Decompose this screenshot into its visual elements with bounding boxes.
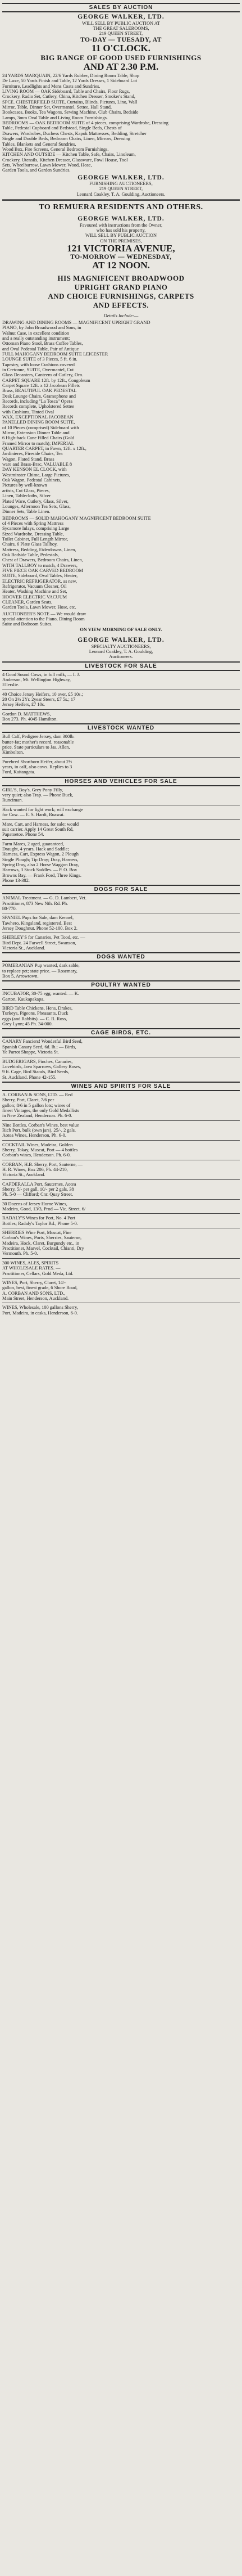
bedroom-line: Chest of Drawers, Bedroom Chairs, Linen, bbox=[2, 557, 83, 563]
remuera-note bbox=[2, 611, 240, 632]
ad-line: 20 On 2½ 2Yr. 2year Steers, £7 5s.; 17 bbox=[2, 697, 76, 702]
classified-ad bbox=[2, 1039, 240, 1055]
details-line: PANELLED DINING ROOM SUITE, bbox=[2, 420, 75, 425]
details-line: LOUNGE SUITE of 3 Pieces, 5 ft. 6 in. bbox=[2, 357, 77, 362]
ad-divider bbox=[2, 1179, 240, 1180]
auction-body-line: Lamps, 3mm Oval Table and Living Room Furnishings. bbox=[2, 115, 108, 120]
ad-line: Ye Parrot Shoppe, Victoria St. bbox=[2, 1050, 59, 1055]
ad-divider bbox=[2, 1003, 240, 1004]
details-line: Pictures by well-known bbox=[2, 483, 47, 488]
auction-body-line: Crockery, Utensils, Kitchen Dresser, Glassware, Fowl House, Tool bbox=[2, 157, 128, 163]
ad-line: Purebred Shorthorn Heifer, about 2½ bbox=[2, 759, 72, 764]
details-line: and Oval Pedestal Table, Pair of Antique bbox=[2, 346, 79, 352]
ad-line: CAPDERALLA Port, Sauternes, Aotea bbox=[2, 1181, 76, 1187]
details-line: in Cretonne, SUITE, Overmantel, Cut bbox=[2, 367, 74, 372]
auction-footer-line: 219 QUEEN STREET, bbox=[99, 186, 143, 192]
classified-ad bbox=[2, 759, 240, 775]
ad-line: BUDGERIGARS, Finches, Canaries, bbox=[2, 1059, 73, 1064]
details-line: 6 High-back Cane Filled Chairs (Gold bbox=[2, 435, 75, 441]
ad-line: suit carrier. Apply 14 Great South Rd, bbox=[2, 826, 74, 832]
ad-line: Box 273. Ph. 4045 Hamilton. bbox=[2, 717, 58, 722]
auction-body-line: 24 YARDS MARQUAIN, 22/6 Yards Rubber, Dining Room Table, Shop bbox=[2, 73, 140, 79]
section-header: POULTRY WANTED bbox=[2, 980, 240, 990]
ad-line: for Cow. — E. S. Hardt, Ruawai. bbox=[2, 812, 65, 818]
remuera-intro-line: who has sold his property, bbox=[96, 227, 146, 233]
note-line: special attention to the Piano, Dining Room bbox=[2, 616, 85, 622]
ad-line: Spring Dray, also 2 Horse Waggon Dray, bbox=[2, 862, 79, 867]
ad-line: Anderson, Mt. Wellington Highway, bbox=[2, 677, 71, 682]
classified-ad bbox=[2, 692, 240, 708]
ad-line: Sherry, Tokay, Muscat, Port — 4 bottles bbox=[2, 1147, 78, 1152]
ad-line: COCKTAIL Wines, Madeira, Golden bbox=[2, 1142, 73, 1147]
details-line: Linen, Tablecloths, Silver bbox=[2, 493, 51, 499]
remuera-when: TO-MORROW — WEDNESDAY, bbox=[70, 253, 172, 260]
classified-sections bbox=[2, 661, 240, 1316]
auction-body-line: Single and Double Beds, Bedroom Chairs, Linen, Mirrors, Dressing bbox=[2, 136, 130, 142]
details-line: Carpet Square 12ft. x 12 Jacobean Fillets bbox=[2, 382, 80, 388]
details-line: Framed Mirror to match); IMPERIAL bbox=[2, 440, 74, 446]
bedroom-line: Refrigerator, Vacuum Cleaner, Oil bbox=[2, 584, 67, 589]
ad-line: Harness, Cart, Express Wagon, 2 Plough bbox=[2, 852, 79, 857]
ad-line: to replace pet; state price. — Rosemary, bbox=[2, 968, 77, 974]
details-line: ware and Brass-Brac, VALUABLE 8 bbox=[2, 462, 72, 467]
ad-line: Mare, Cart, and Harness, for sale; would bbox=[2, 821, 79, 827]
details-line: QUARTER CARPET, in Fawn, 12ft. x 12ft., bbox=[2, 446, 86, 452]
ad-line: Practitioner, Cellars, Gold Meda, Ltd. bbox=[2, 1271, 74, 1276]
ad-line: Grey Lynn; 45 Ph. 34-000. bbox=[2, 1021, 53, 1027]
auction-body-line: Garden Tools, and Garden Sundries. bbox=[2, 168, 71, 173]
classified-ad bbox=[2, 822, 240, 837]
ad-line: Madeira, Good, 13/3, Prod — Vic. Street, 6/ bbox=[2, 1206, 86, 1212]
details-line: Lounges, Afternoon Tea Sets, Glass, bbox=[2, 503, 71, 509]
ad-line: Harrows, 3 Stock Saddles. — P. O. Box bbox=[2, 867, 77, 873]
classified-ad bbox=[2, 672, 240, 688]
classified-ad bbox=[2, 1123, 240, 1138]
bedroom-line: Oak Bedside Table, Pedestals, bbox=[2, 552, 59, 557]
auction-intro-line: 219 QUEEN STREET, bbox=[99, 31, 143, 37]
ad-line: GIRL'S, Boy's, Grey Pony Filly, bbox=[2, 787, 63, 792]
remuera-intro-line: Favoured with instructions from the Owner, bbox=[79, 222, 163, 228]
ad-line: 4 Good Sound Cows, in full milk, — I. J. bbox=[2, 672, 80, 677]
ad-divider bbox=[2, 757, 240, 758]
classified-ad bbox=[2, 734, 240, 755]
section-header: CAGE BIRDS, ETC. bbox=[2, 1028, 240, 1038]
ad-line: price. State particulars to Jas. Allen, bbox=[2, 745, 70, 750]
remuera-title: TO REMUERA RESIDENTS AND OTHERS. bbox=[39, 203, 203, 212]
section-header-auction: SALES BY AUCTION bbox=[2, 3, 240, 12]
bedroom-line: Sycamore Inlays, comprising Large bbox=[2, 526, 70, 532]
remuera-intro-line: WILL SELL BY PUBLIC AUCTION bbox=[85, 233, 157, 238]
section-header: WINES AND SPIRITS FOR SALE bbox=[2, 1082, 240, 1091]
ad-line: Rich Port, bulk (own jars), 25/-, 2 gals. bbox=[2, 1127, 76, 1133]
ad-line: 300 WINES, ALES, SPIRITS bbox=[2, 1260, 59, 1266]
ad-line: Corban's Wines, Ports, Sherries, Sauterne, bbox=[2, 1235, 82, 1241]
ad-line: Single Plough; Tip Dray; Dray, Harness, bbox=[2, 857, 79, 862]
ad-line: ANIMAL Treatment. — G. D. Lambert, Vet. bbox=[2, 895, 87, 901]
ad-line: Spanish Canary Seed, 6d. lb.; — Birds, bbox=[2, 1044, 76, 1050]
ad-line: finest Vintages, the only Gold Medallists bbox=[2, 1107, 80, 1113]
classified-ad bbox=[2, 1260, 240, 1276]
ad-line: Draught, 4 years, Hack and Saddle; bbox=[2, 846, 69, 852]
details-line: Walnut Case, in excellent condition bbox=[2, 330, 70, 336]
ad-line: Ellerslie. bbox=[2, 682, 19, 688]
remuera-footer-line: SPECIALTY AUCTIONEERS, bbox=[91, 643, 151, 649]
ad-line: Sherry, 5/- per gall. 10/- per 2 gals, 38 bbox=[2, 1187, 74, 1192]
ad-line: 9 ft. Cage, Bird Stands, Bird Seeds, bbox=[2, 1069, 70, 1075]
auction-body-line: KITCHEN AND OUTSIDE — Kitchen Table, Safe, Chairs, Linoleum, bbox=[2, 152, 136, 157]
auction-footer-company: GEORGE WALKER, LTD. bbox=[77, 174, 165, 181]
auction-body-line: Bookcases, Books, Tea Wagons, Sewing Machine, Club Chairs, Bedside bbox=[2, 110, 139, 115]
ad-line: Ford, Kaitangata. bbox=[2, 769, 35, 775]
ad-line: gallon; 8/6 in 5 gallon lots; wines of bbox=[2, 1102, 71, 1108]
ad-line: Jersey Doughnut. Phone 52-100. Box 2. bbox=[2, 926, 77, 931]
ad-line: SPANIEL Pups for Sale, dam Kennel, bbox=[2, 915, 74, 921]
ad-line: CORBAN, H.B. Sherry, Port, Sauterne, — bbox=[2, 1161, 83, 1167]
bedroom-line: Mattress, Bedding, Eiderdowns, Linen, bbox=[2, 547, 76, 552]
ad-line: 30 Dozens of Jersey Horne Wines, bbox=[2, 1201, 67, 1206]
ad-line: Madeira, Hock, Claret, Burgundy etc., in bbox=[2, 1240, 80, 1246]
remuera-headline: UPRIGHT GRAND PIANO bbox=[74, 283, 168, 292]
bedroom-line: Toilet Cabinet, Full Length Mirror, bbox=[2, 536, 69, 542]
details-line: Oak Wagon, Pedestal Cabinets, bbox=[2, 478, 62, 483]
bedroom-line: BEDROOMS — SOLID MAHOGANY MAGNIFICENT BEDROOM SUITE bbox=[2, 515, 151, 521]
classified-ad bbox=[2, 991, 240, 1002]
section-header: DOGS FOR SALE bbox=[2, 885, 240, 894]
bedroom-line: CLEANER, Garden Seats, bbox=[2, 600, 53, 605]
details-line: Desk Lounge Chairs, Gramophone and bbox=[2, 393, 76, 399]
auction-body-line: Mirror, Table, Dinner Set, Overmantel, Settee, Hall Stand, bbox=[2, 105, 112, 110]
ad-line: Bull Calf, Pedigree Jersey, dam 300lb. bbox=[2, 734, 75, 740]
section-header: DOGS WANTED bbox=[2, 952, 240, 962]
auction-footer-line: Leonard Coakley, T. A. Goulding, Auctioneers. bbox=[76, 191, 166, 197]
ad-line: H. R. Wines, Box 206, Ph. 44-210, bbox=[2, 1167, 68, 1172]
ad-line: Victoria St., Auckland. bbox=[2, 1172, 45, 1178]
ad-divider bbox=[2, 1213, 240, 1214]
ad-divider bbox=[2, 1120, 240, 1121]
details-line: DRAWING AND DINING ROOMS — MAGNIFICENT UPRIGHT GRAND bbox=[2, 319, 150, 325]
details-line: artists, Cut Glass, Pieces, bbox=[2, 488, 50, 493]
remuera-headline: AND EFFECTS. bbox=[93, 301, 149, 310]
ad-line: Farm Mares, 2 aged, guaranteed, bbox=[2, 841, 64, 846]
remuera-headline: HIS MAGNIFICENT BROADWOOD bbox=[57, 274, 185, 283]
details-line: Plated Ware, Cutlery, Glass, Silver, bbox=[2, 498, 69, 504]
classified-ad bbox=[2, 1215, 240, 1226]
ad-line: Kimbolton. bbox=[2, 750, 24, 755]
ad-line: INCUBATOR, 30-75 egg, wanted. — K. bbox=[2, 991, 79, 997]
ad-divider bbox=[2, 1258, 240, 1259]
details-line: Jardinieres, Fireside Chairs, Tea bbox=[2, 451, 63, 457]
ad-line: Runciman. bbox=[2, 798, 23, 803]
details-line: WAX, EXCEPTIONAL JACOBEAN bbox=[2, 415, 74, 420]
ad-line: Sherry, Port, Claret, 7/6 per bbox=[2, 1097, 54, 1103]
ad-line: Tawhero, Kingsland, registered. Best bbox=[2, 920, 72, 926]
ad-line: WINES, Port, Sherry, Claret, 14/- bbox=[2, 1280, 66, 1285]
ad-line: Gordon D. MATTHEWS, bbox=[2, 711, 51, 717]
ad-line: Port, Madeira, in casks, Henderson, 6-0. bbox=[2, 1310, 78, 1316]
ad-line: 80-770. bbox=[2, 906, 17, 911]
details-line: FULL MAHOGANY BEDROOM SUITE LEICESTER bbox=[2, 351, 108, 357]
classified-ad bbox=[2, 807, 240, 818]
details-line: of 10 Pieces (comprised) Sideboard with bbox=[2, 425, 79, 430]
details-line: Glass Decanters, Canteens of Cutlery, Orn. bbox=[2, 372, 84, 378]
ad-divider bbox=[2, 1140, 240, 1141]
note-line: ON VIEW MORNING OF SALE ONLY. bbox=[80, 627, 162, 632]
ad-line: BIRD Table Chickens, Hens, Drakes, bbox=[2, 1006, 73, 1011]
classified-ad bbox=[2, 1201, 240, 1212]
ad-line: Browns Bay. — Frank Ford, Three Kings. bbox=[2, 872, 81, 878]
ad-line: in New Zealand, Henderson. Ph. 6-0. bbox=[2, 1113, 72, 1119]
note-line: AUCTIONEER'S NOTE — We would draw bbox=[2, 611, 86, 616]
ad-line: AT WHOLESALE RATES. — bbox=[2, 1266, 61, 1271]
details-line: Tapestry, with loose Cushions covered bbox=[2, 362, 75, 367]
details-line: PIANO, by John Broadwood and Sons, in bbox=[2, 325, 81, 331]
auction-body-line: Crockery, Radio Set, Cutlery, China, Kitchen Dresser, Smoker's Stand, bbox=[2, 94, 135, 100]
auction-range: BIG RANGE OF GOOD USED FURNISHINGS bbox=[40, 53, 202, 62]
details-line: Records complete, Upholstered Settee bbox=[2, 404, 74, 409]
details-line: Dinner Sets, Table Linen. bbox=[2, 509, 51, 515]
ad-divider bbox=[2, 819, 240, 820]
auction-footer-line: FURNISHING AUCTIONEERS, bbox=[89, 181, 153, 187]
details-line: Ottoman Piano Stool, Brass Coffee Tables, bbox=[2, 341, 83, 346]
bedroom-line: Sized Wardrobe, Dressing Table, bbox=[2, 531, 64, 537]
remuera-intro-line: ON THE PREMISES, bbox=[100, 238, 142, 244]
ad-line: very quiet; also Trap. — Phone Buck, bbox=[2, 792, 74, 798]
auction-body-line: Furniture, Leadlights and Mens Coats and Sundries. bbox=[2, 83, 101, 89]
bedroom-line: SUITE, Sideboard, Oval Tables, Heater, bbox=[2, 573, 78, 579]
ad-line: Phone 13-382. bbox=[2, 877, 30, 883]
bedroom-line: Heater, Washing Machine and Set, bbox=[2, 589, 67, 595]
ad-line: Practitioner, Marvel, Cocktail, Chianti, Dry bbox=[2, 1246, 84, 1251]
ad-line: Bottles; Radaly's Taylor Rd., Phone 5-0. bbox=[2, 1221, 78, 1226]
ad-line: gallon, best, finest grade, 6 Shore Road, bbox=[2, 1285, 77, 1291]
classified-ad bbox=[2, 935, 240, 951]
auction-body-line: Sets, Wheelbarrow, Lawn Mower, Wood, Hose, bbox=[2, 162, 92, 168]
ad-line: Aotea Wines, Henderson, Ph. 6-0. bbox=[2, 1133, 66, 1138]
ad-line: POMERANIAN Pup wanted, dark sable, bbox=[2, 963, 80, 969]
ad-divider bbox=[2, 1199, 240, 1200]
auction-and-at: AND AT 2.30 P.M. bbox=[83, 61, 159, 73]
ad-line: Jersey Heifers, £7 10s. bbox=[2, 702, 45, 708]
auction-body-line: Tables, Blankets and General Sundries, bbox=[2, 141, 76, 147]
bedroom-line: FIVE PIECE OAK CARVED BEDROOM bbox=[2, 568, 84, 573]
classified-ad bbox=[2, 1162, 240, 1178]
classified-ad bbox=[2, 1092, 240, 1119]
ad-line: CANARY Fanciers! Wonderful Bird Seed, bbox=[2, 1039, 83, 1044]
classified-ad bbox=[2, 1142, 240, 1158]
ad-line: butter-fat; mother's record, reasonable bbox=[2, 739, 74, 745]
ad-line: Corban's wines, Henderson. Ph. 6-0. bbox=[2, 1152, 71, 1158]
remuera-details bbox=[2, 320, 240, 515]
bedroom-line: HOOVER ELECTRIC VACUUM bbox=[2, 594, 67, 600]
details-line: CARPET SQUARE 12ft. by 12ft., Congoleum bbox=[2, 377, 90, 383]
ad-line: Garton, Kaukapakapa. bbox=[2, 996, 45, 1002]
auction-body bbox=[2, 73, 240, 173]
ad-line: Vermouth. Ph. 5-0. bbox=[2, 1251, 38, 1257]
ad-divider bbox=[2, 839, 240, 840]
note-line: Suite and Bedroom Suites. bbox=[2, 622, 53, 627]
ad-line: WINES, Wholesale, 100 gallons Sherry, bbox=[2, 1305, 78, 1310]
auction-intro-line: WILL SELL BY PUBLIC AUCTION AT bbox=[82, 20, 160, 26]
auction-when: TO-DAY — TUESADY, AT bbox=[80, 36, 162, 43]
classified-ad bbox=[2, 787, 240, 803]
classified-ad bbox=[2, 895, 240, 911]
ad-line: Box 5, Arrowtown. bbox=[2, 974, 39, 979]
details-line: and a really outstanding instrument; bbox=[2, 335, 70, 341]
section-header: LIVESTOCK FOR SALE bbox=[2, 661, 240, 671]
classified-ad bbox=[2, 711, 240, 722]
details-line: Mirror, Extension Dinner Table and bbox=[2, 430, 70, 436]
classified-ad bbox=[2, 841, 240, 884]
classified-ad bbox=[2, 1006, 240, 1026]
ad-line: Hack wanted for light work; will exchange bbox=[2, 807, 83, 812]
classified-ad bbox=[2, 1230, 240, 1257]
classified-ad bbox=[2, 963, 240, 979]
ad-line: Lovebirds, Java Sparrows, Gallery Roses, bbox=[2, 1064, 81, 1069]
bedroom-line: of 4 Pieces with Spring Mattress bbox=[2, 520, 64, 526]
details-line: Records, including "La Tosca" Opera bbox=[2, 398, 72, 404]
details-line: Wagon, Plated Stand, Brass bbox=[2, 456, 54, 462]
auction-body-line: Drawers, Wardrobes, Duchess Chests, Kapok Mattresses, Bedding, Stretcher bbox=[2, 130, 147, 136]
ad-line: RADALY'S Wines for Port, No. 4 Port bbox=[2, 1215, 75, 1221]
remuera-company: GEORGE WALKER, LTD. bbox=[77, 215, 165, 223]
ad-line: A. CORBAN AND SONS, LTD., bbox=[2, 1290, 66, 1296]
ad-line: years, in calf, also cows. Replies to 3 bbox=[2, 764, 72, 770]
bedroom-line: Garden Tools, Lawn Mower, Hose, etc. bbox=[2, 605, 76, 610]
ad-divider bbox=[2, 709, 240, 710]
ad-line: Turkeys, Pigeons, Pheasants, Duck bbox=[2, 1011, 69, 1016]
details-line: with Cushions, Tinted Oval bbox=[2, 409, 54, 415]
section-header: LIVESTOCK WANTED bbox=[2, 723, 240, 733]
remuera-time: AT 12 NOON. bbox=[92, 260, 150, 271]
ad-line: eggs (and Rabbits). — C. R. Ross, bbox=[2, 1016, 67, 1021]
remuera-details-label: Details Include:— bbox=[103, 313, 139, 319]
details-line: DAY KENSON EL CLOCK, with bbox=[2, 467, 67, 472]
auction-time: 11 O'CLOCK. bbox=[92, 43, 150, 54]
ad-line: St. Auckland. Phone 42-155. bbox=[2, 1074, 57, 1080]
ad-line: Papatoetoe. Phone 54. bbox=[2, 832, 44, 837]
auction-intro-line: THE GREAT SALEROOMS, bbox=[93, 25, 149, 31]
classified-ad bbox=[2, 1059, 240, 1080]
details-line: Westminster Chime, Large Pictures, bbox=[2, 472, 70, 478]
bedroom-line: WITH TALLBOY to match, 4 Drawers, bbox=[2, 562, 77, 568]
ad-line: Nine Bottles, Corban's Wines, best value bbox=[2, 1122, 79, 1128]
ad-line: Practitioner, 873 New Nth. Rd. Ph. bbox=[2, 900, 69, 906]
bedroom-line: Chairs, 6 Plate Glass Tallboy, bbox=[2, 542, 58, 547]
details-line: Brass, BEAUTIFUL OAK PEDESTAL bbox=[2, 388, 77, 394]
classified-ad bbox=[2, 915, 240, 931]
divider bbox=[2, 199, 240, 201]
classified-ad bbox=[2, 1305, 240, 1316]
ad-line: SHERRIES Wine Port, Muscat, Fine bbox=[2, 1230, 72, 1236]
remuera-headline: AND CHOICE FURNISHINGS, CARPETS bbox=[48, 292, 194, 301]
ad-line: Victoria St., Auckland. bbox=[2, 945, 45, 951]
auction-body-line: LIVING ROOM — OAK Sideboard, Table and Chairs, Floor Rugs, bbox=[2, 89, 130, 94]
remuera-footer-company: GEORGE WALKER, LTD. bbox=[77, 637, 165, 644]
bedroom-line: ELECTRIC REFRIGERATOR, as new, bbox=[2, 578, 77, 584]
auction-body-line: BEDROOMS — OAK BEDROOM SUITE of 4 pieces, comprising Wardrobe, Dressing bbox=[2, 120, 168, 126]
classified-ad bbox=[2, 1280, 240, 1301]
ad-line: A. CORBAN & SONS, LTD. — Red bbox=[2, 1092, 73, 1097]
remuera-footer-line: Leonard Coakley, T. A. Goulding, bbox=[89, 648, 153, 654]
ad-line: 40 Choice Jersey Heifers, 10 over, £5 10s.; bbox=[2, 691, 83, 697]
auction-body-line: SPCE. CHESTERFIELD SUITE, Curtains, Blinds, Pictures, Lino, Wall bbox=[2, 99, 138, 105]
section-header: HORSES AND VEHICLES FOR SALE bbox=[2, 777, 240, 786]
remuera-footer-line: Auctioneers. bbox=[109, 654, 133, 660]
auction-body-line: Wood Box, Fire Screens, General Bedroom Furnishings. bbox=[2, 146, 109, 152]
auction-body-line: De Luxe, 50 Yards Finish and Table, 12 Yards Dresses, 1 Sideboard Lot bbox=[2, 78, 138, 84]
auction-body-line: Table, Pedestal Cupboard and Bedstead, Single Beds, Chests of bbox=[2, 125, 122, 131]
auction-company: GEORGE WALKER, LTD. bbox=[77, 13, 165, 20]
ad-line: Ph. 5-0 — Clifford; Cnr. Quay Street. bbox=[2, 1192, 74, 1197]
remuera-address: 121 VICTORIA AVENUE, bbox=[67, 242, 175, 254]
remuera-bedroom bbox=[2, 516, 240, 610]
ad-line: SHERLEY'S for Canaries, Pet Tood, etc. — bbox=[2, 935, 85, 940]
classified-ad bbox=[2, 1182, 240, 1197]
ad-line: Main Street, Henderson, Auckland. bbox=[2, 1295, 69, 1301]
ad-line: Bird Dept. 24 Farwell Street, Swanson, bbox=[2, 940, 76, 945]
